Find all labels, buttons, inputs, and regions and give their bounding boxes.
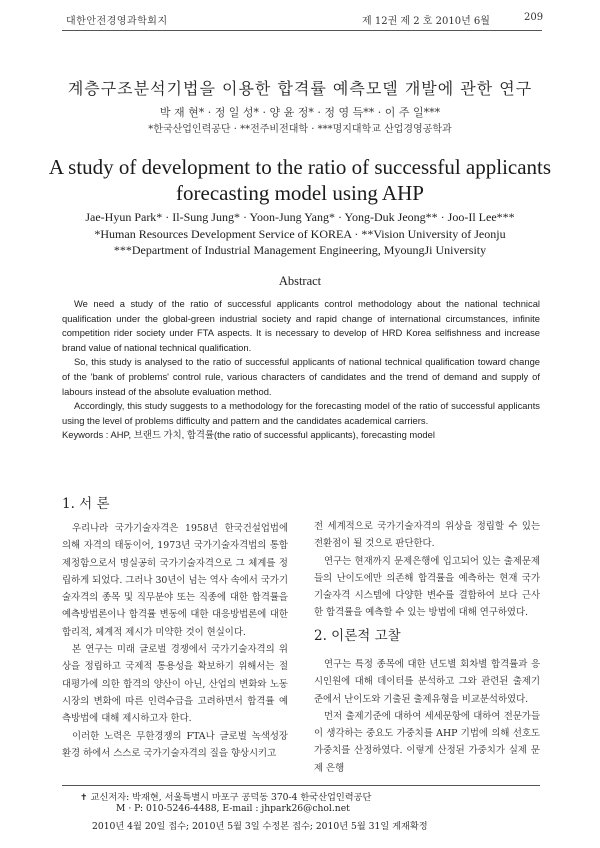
body-paragraph: 연구는 특정 종목에 대한 년도별 회차별 합격률과 응시인원에 대해 데이터를 분석하고 그와 관련된 출제기준에서 난이도와 기출된 출제유형을 비교분석하였다. xyxy=(314,659,540,705)
body-paragraph: 본 연구는 미래 글로벌 경쟁에서 국가기술자격의 위상을 정립하고 국제적 통용성을 확보하기 위해서는 절대평가에 의한 합격의 양산이 아닌, 산업의 변화와 노동시장의 변화에 따른 인력수급을 고려하면서 합격률 예측방법에 대해 제시하고자 한다. xyxy=(62,644,288,725)
abstract-body xyxy=(62,297,540,443)
footnote-dates: 2010년 4월 20일 접수; 2010년 5월 3일 수정본 접수; 2010년 5월 31일 게재확정 xyxy=(92,821,428,832)
korean-authors: 박 재 현* · 정 일 성* · 양 윤 정* · 정 영 득** · 이 주 일*** xyxy=(159,106,441,119)
header-divider xyxy=(62,30,542,31)
keywords: Keywords : AHP, 브랜드 가치, 합격률(the ratio of successful applicants), forecasting model xyxy=(62,429,435,441)
section-1-heading: 1. 서 론 xyxy=(62,496,110,512)
running-header xyxy=(0,0,600,38)
english-title-line-2: forecasting model using AHP xyxy=(176,181,424,205)
right-column-bottom xyxy=(314,656,540,777)
body-paragraph: 먼저 출제기준에 대하여 세세문항에 대하여 전문가들이 생각하는 중요도 가중치를 AHP 기법에 의해 선호도 가중치를 산정하였다. 이렇게 산정된 가중치가 실제 문제 은행 xyxy=(314,710,540,774)
english-affiliation-1: *Human Resources Development Service of KOREA · **Vision University of Jeonju xyxy=(94,227,506,241)
korean-affiliations: *한국산업인력공단 · **전주비전대학 · ***명지대학교 산업경영공학과 xyxy=(148,124,452,135)
left-column xyxy=(62,520,288,762)
footnote-corresponding-author: ✝ 교신저자: 박재현, 서울특별시 마포구 공덕동 370-4 한국산업인력공단 xyxy=(80,792,372,803)
english-affiliation-2: ***Department of Industrial Management Engineering, MyoungJi University xyxy=(113,243,487,257)
right-column-top xyxy=(314,518,540,622)
footnote-contact: M · P: 010-5246-4488, E-mail : jhpark26@chol.net xyxy=(116,803,350,814)
footnote-divider xyxy=(62,785,540,786)
section-2-heading: 2. 이론적 고찰 xyxy=(314,628,401,644)
body-paragraph-continued: 전 세계적으로 국가기술자격의 위상을 정립할 수 있는 전환점이 될 것으로 판단한다. xyxy=(314,521,540,550)
body-paragraph: 우리나라 국가기술자격은 1958년 한국건설업법에 의해 자격의 태동이어, 1973년 국가기술자격법의 통합 제정함으로서 명실공히 국가기술자격으로 그 체계를 정립하게 되었다. 그러나 30년이 넘는 역사 속에서 국가기술자격의 종목 및 직무분야 또는 직종에 대한 합격률을 예측방법론이나 합격률 변동에 대한 대응방법론에 대한 합리적, 체계적 제시가 미약한 것이 현실이다. xyxy=(62,523,288,638)
english-title-line-1: A study of development to the ratio of successful applicants xyxy=(48,155,552,179)
body-paragraph: 이러한 노력은 무한경쟁의 FTA나 글로벌 녹색성장 환경 하에서 스스로 국가기술자격의 질을 향상시키고 xyxy=(62,730,288,759)
issue-info: 제 12권 제 2 호 2010년 6월 xyxy=(362,16,490,27)
korean-title: 계층구조분석기법을 이용한 합격률 예측모델 개발에 관한 연구 xyxy=(67,79,533,98)
journal-name: 대한안전경영과학회지 xyxy=(66,16,168,27)
abstract-paragraph: Accordingly, this study suggests to a methodology for the forecasting model of the ratio of successful applicants using the level of problems difficulty and pattern and the candidates academical carriers. xyxy=(62,400,540,426)
abstract-paragraph: We need a study of the ratio of successful applicants control methodology about the national technical qualification under the global-green industrial society and rapid change of international circumstances, infinite competition rider society under FTA aspects. It is necessary to develop of HRD Korea selfishness and increase brand value of national technical qualification. xyxy=(62,298,540,353)
abstract-paragraph: So, this study is analysed to the ratio of successful applicants of national technical qualification toward change of the 'bank of problems' control rule, various characters of candidates and the trend of demand and supply of labours instead of the absolute evaluation method. xyxy=(62,356,540,397)
body-paragraph: 연구는 현재까지 문제은행에 입고되어 있는 출제문제들의 난이도에만 의존해 합격률을 예측하는 현재 국가기술자격 시스템에 다양한 변수를 결합하여 보다 근사한 합격률을 예측할 수 있는 방법에 대해 연구하였다. xyxy=(314,555,540,619)
page-number: 209 xyxy=(524,12,544,23)
english-authors: Jae-Hyun Park* · Il-Sung Jung* · Yoon-Jung Yang* · Yong-Duk Jeong** · Joo-Il Lee*** xyxy=(85,210,515,224)
abstract-heading: Abstract xyxy=(278,274,322,288)
